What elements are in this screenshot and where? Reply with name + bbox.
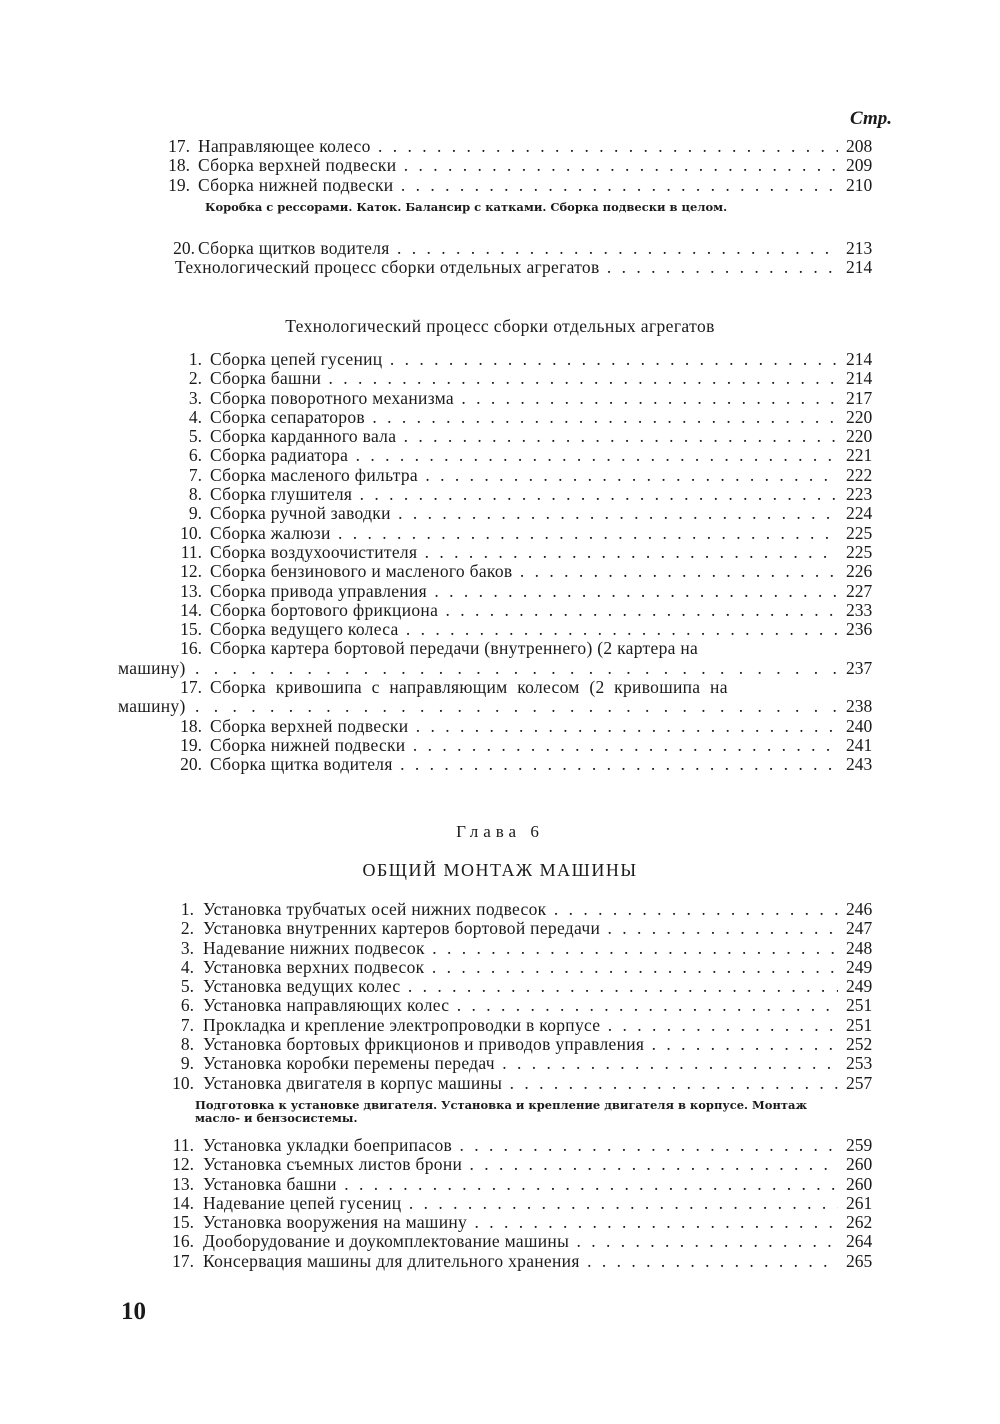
toc-entry: 19. Сборка нижней подвески . . . 241 [0, 736, 1000, 755]
toc-entry: 14. Надевание цепей гусениц . . . 261 [0, 1194, 1000, 1213]
toc-entry: 7. Прокладка и крепление электропроводки в корпусе . . . 251 [0, 1016, 1000, 1035]
toc-entry: 13. Установка башни . . . 260 [0, 1175, 1000, 1194]
toc-entry: 6. Сборка радиатора . . . 221 [0, 446, 1000, 465]
chapter-title: ОБЩИЙ МОНТАЖ МАШИНЫ [362, 860, 638, 880]
toc-entry: 12. Установка съемных листов брони . . . 260 [0, 1155, 1000, 1174]
toc-entry: 16. Дооборудование и доукомплектование машины . . . 264 [0, 1232, 1000, 1251]
toc-entry: 18. Сборка верхней подвески . . . 209 [0, 156, 1000, 175]
toc-entry: 5. Сборка карданного вала . . . 220 [0, 427, 1000, 446]
toc-entry: 10. Установка двигателя в корпус машины . . . 257 [0, 1074, 1000, 1093]
toc-entry: 9. Установка коробки перемены передач . . . 253 [0, 1054, 1000, 1073]
toc-entry: 3. Надевание нижних подвесок . . . 248 [0, 939, 1000, 958]
toc-entry: 11. Установка укладки боеприпасов . . . 259 [0, 1136, 1000, 1155]
toc-block-1b [0, 239, 1000, 278]
toc-entry: 2. Установка внутренних картеров бортовой передачи . . . 247 [0, 919, 1000, 938]
toc-entry-multiline: 16. Сборка картера бортовой передачи (внутреннего) (2 картера на [180, 638, 699, 659]
page-column-label: Стр. [850, 108, 892, 129]
toc-entry: 3. Сборка поворотного механизма . . . 217 [0, 389, 1000, 408]
toc-entry: 8. Установка бортовых фрикционов и приводов управления . . . 252 [0, 1035, 1000, 1054]
toc-entry: Технологический процесс сборки отдельных агрегатов . . . 214 [0, 258, 1000, 277]
page-number: 10 [121, 1298, 146, 1325]
toc-note: Подготовка к установке двигателя. Установка и крепление двигателя в корпусе. Монтаж масло- и бензосистемы. [195, 1098, 808, 1125]
toc-entry: 20. Сборка щитков водителя . . . 213 [0, 239, 1000, 258]
toc-entry-multiline: 17. Сборка кривошипа с направляющим колесом (2 кривошипа на [180, 677, 728, 698]
toc-entry: 13. Сборка привода управления . . . 227 [0, 582, 1000, 601]
toc-entry: 11. Сборка воздухоочистителя . . . 225 [0, 543, 1000, 562]
section-heading: Технологический процесс сборки отдельных агрегатов [285, 316, 715, 336]
toc-entry: 15. Установка вооружения на машину . . . 262 [0, 1213, 1000, 1232]
toc-entry: 8. Сборка глушителя . . . 223 [0, 485, 1000, 504]
toc-entry: 12. Сборка бензинового и масленого баков . . . 226 [0, 562, 1000, 581]
toc-entry: 4. Установка верхних подвесок . . . 249 [0, 958, 1000, 977]
toc-entry-continuation: машину) . . . 237 [0, 659, 1000, 678]
toc-section-2 [0, 350, 1000, 775]
chapter-label: Глава 6 [456, 822, 544, 841]
toc-entry-continuation: машину) . . . 238 [0, 697, 1000, 716]
toc-entry: 15. Сборка ведущего колеса . . . 236 [0, 620, 1000, 639]
toc-entry: 20. Сборка щитка водителя . . . 243 [0, 755, 1000, 774]
toc-chapter-6 [0, 900, 1000, 1093]
toc-entry: 19. Сборка нижней подвески . . . 210 [0, 176, 1000, 195]
toc-entry: 14. Сборка бортового фрикциона . . . 233 [0, 601, 1000, 620]
toc-entry: 5. Установка ведущих колес . . . 249 [0, 977, 1000, 996]
toc-entry: 1. Сборка цепей гусениц . . . 214 [0, 350, 1000, 369]
toc-entry: 1. Установка трубчатых осей нижних подвесок . . . 246 [0, 900, 1000, 919]
toc-entry: 17. Направляющее колесо . . . 208 [0, 137, 1000, 156]
toc-chapter-6-b [0, 1136, 1000, 1271]
toc-entry: 17. Консервация машины для длительного хранения . . . 265 [0, 1252, 1000, 1271]
toc-entry: 7. Сборка масленого фильтра . . . 222 [0, 466, 1000, 485]
toc-entry: 4. Сборка сепараторов . . . 220 [0, 408, 1000, 427]
toc-entry: 6. Установка направляющих колес . . . 251 [0, 996, 1000, 1015]
toc-entry: 10. Сборка жалюзи . . . 225 [0, 524, 1000, 543]
toc-note: Коробка с рессорами. Каток. Балансир с катками. Сборка подвески в целом. [205, 200, 728, 214]
toc-entry: 18. Сборка верхней подвески . . . 240 [0, 717, 1000, 736]
toc-entry: 2. Сборка башни . . . 214 [0, 369, 1000, 388]
toc-entry: 9. Сборка ручной заводки . . . 224 [0, 504, 1000, 523]
toc-block-1 [0, 137, 1000, 195]
